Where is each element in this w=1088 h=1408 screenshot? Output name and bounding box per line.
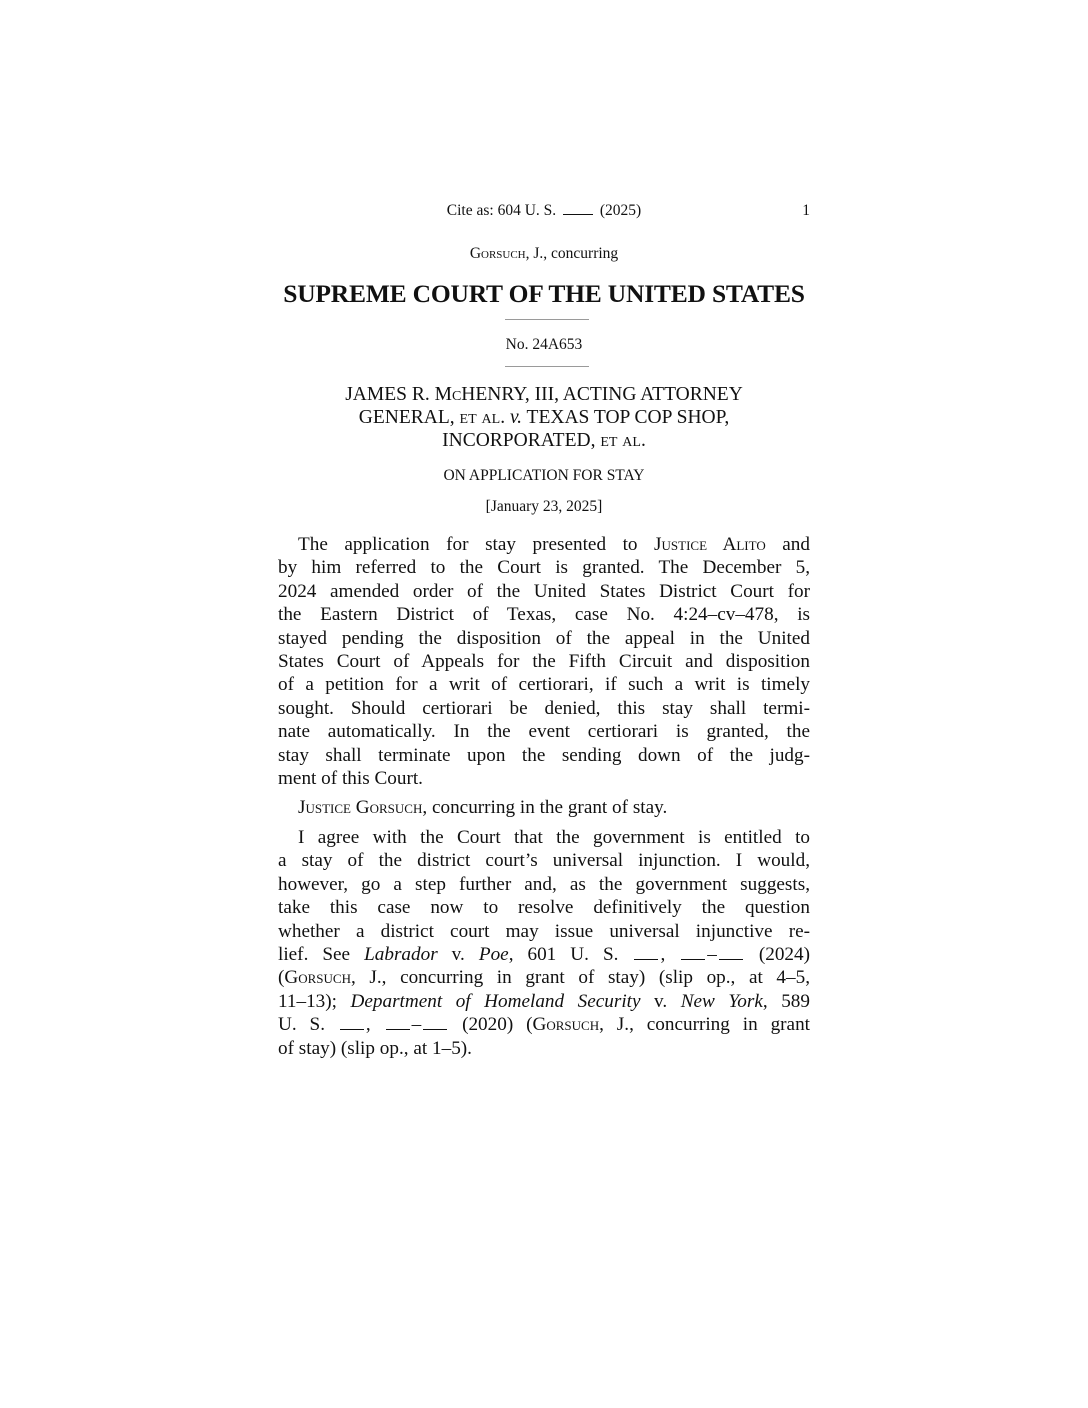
- text-line: however, go a step further and, as the government suggests,: [278, 873, 810, 895]
- text-line: the Eastern District of Texas, case No. 4:24–cv–478, is: [278, 604, 810, 626]
- running-header: [278, 202, 810, 222]
- text-line: The application for stay presented to Justice Alito and: [298, 534, 810, 555]
- text-line: 2024 amended order of the United States District Court for: [278, 580, 810, 602]
- page-blank: [634, 949, 658, 960]
- page-blank: [423, 1019, 447, 1030]
- text-line: a stay of the district court’s universal injunction. I would,: [278, 850, 810, 872]
- page-blank: [386, 1019, 410, 1030]
- text-line: of stay) (slip op., at 1–5).: [278, 1037, 472, 1059]
- page-blank: [719, 949, 743, 960]
- case-name: Poe: [478, 944, 509, 966]
- text-line: lief. See Labrador v. Poe, 601 U. S. , – (2024): [278, 944, 811, 966]
- text-line: stay shall terminate upon the sending down of the judg-: [278, 744, 810, 766]
- text-line: nate automatically. In the event certiorari is granted, the: [278, 721, 810, 743]
- case-name: Labrador: [364, 944, 438, 966]
- page-blank: [340, 1019, 364, 1030]
- text-line: of a petition for a writ of certiorari, if such a writ is timely: [278, 674, 810, 696]
- divider: [505, 319, 589, 320]
- text-line: 11–13); Department of Homeland Security v. New York, 589: [278, 990, 810, 1012]
- page-number: 1: [802, 202, 810, 219]
- opinion-author-line: Gorsuch, J., concurring: [469, 245, 619, 262]
- text-line: stayed pending the disposition of the appeal in the United: [278, 627, 810, 649]
- text-line: U. S. , – (2020) (Gorsuch, J., concurring in grant: [278, 1014, 810, 1036]
- concurrence-heading: Justice Gorsuch, concurring in the grant of stay.: [298, 797, 668, 818]
- text-line: I agree with the Court that the government is entitled to: [298, 827, 810, 848]
- procedural-posture: ON APPLICATION FOR STAY: [443, 467, 645, 484]
- text-line: sought. Should certiorari be denied, this stay shall termi-: [278, 697, 810, 719]
- text-line: ment of this Court.: [278, 768, 423, 790]
- text-line: whether a district court may issue universal injunctive re-: [278, 920, 810, 942]
- page-blank: [681, 949, 705, 960]
- text-line: by him referred to the Court is granted. The December 5,: [278, 557, 810, 579]
- case-name: New York: [680, 990, 763, 1012]
- citation: Cite as: 604 U. S. (2025): [446, 202, 642, 219]
- concurrence-paragraph: [278, 826, 810, 1060]
- text-line: (Gorsuch, J., concurring in grant of stay) (slip op., at 4–5,: [278, 967, 810, 989]
- case-caption: JAMES R. McHENRY, III, ACTING ATTORNEY GENERAL, et al. v. TEXAS TOP COP SHOP, INCORPORATED, et al.: [345, 384, 743, 451]
- court-title: SUPREME COURT OF THE UNITED STATES: [283, 279, 805, 308]
- text-line: States Court of Appeals for the Fifth Circuit and disposition: [278, 651, 810, 673]
- decision-date: [January 23, 2025]: [485, 498, 603, 515]
- order-paragraph: [278, 533, 810, 790]
- docket-number: No. 24A653: [505, 336, 583, 353]
- case-name: Department of Homeland Security: [350, 990, 641, 1012]
- divider: [505, 366, 589, 367]
- page-blank: [563, 204, 593, 215]
- text-line: take this case now to resolve definitively the question: [278, 897, 810, 919]
